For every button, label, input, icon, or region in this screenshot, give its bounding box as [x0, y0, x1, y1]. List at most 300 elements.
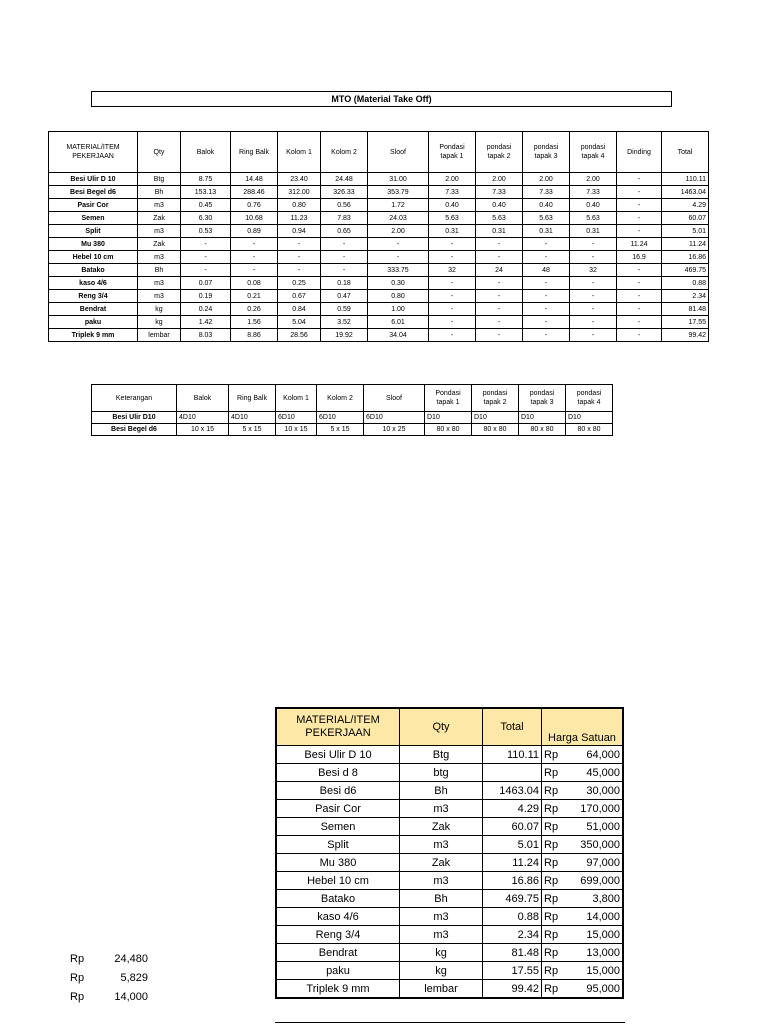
total-value: 81.48 [483, 944, 542, 962]
table-row [276, 926, 623, 944]
keterangan-header: Balok [177, 385, 229, 412]
table-cell: - [476, 277, 523, 290]
table-cell: Bh [138, 264, 181, 277]
material-name: kaso 4/6 [49, 277, 138, 290]
table-cell: - [476, 329, 523, 342]
table-cell: 1.42 [181, 316, 231, 329]
table-cell: 6D10 [364, 412, 425, 424]
table-cell: - [476, 251, 523, 264]
table-cell: - [429, 251, 476, 264]
table-row [49, 264, 709, 277]
table-cell: - [476, 316, 523, 329]
table-row [49, 212, 709, 225]
total-value: 17.55 [483, 962, 542, 980]
price-value: 95,000 [586, 982, 620, 995]
price-header: Total [483, 708, 542, 746]
table-cell: - [617, 173, 662, 186]
table-cell: 0.80 [368, 290, 429, 303]
table-row [276, 800, 623, 818]
table-cell: Zak [138, 238, 181, 251]
table-cell: - [278, 251, 321, 264]
side-value-row [70, 988, 148, 1007]
side-value: 24,480 [114, 953, 148, 965]
table-cell: - [617, 186, 662, 199]
table-row [92, 424, 613, 436]
table-cell: 0.08 [231, 277, 278, 290]
unit-price [542, 872, 624, 890]
table-cell: 7.83 [321, 212, 368, 225]
table-cell: 0.65 [321, 225, 368, 238]
mto-table [48, 131, 709, 342]
price-value: 97,000 [586, 856, 620, 869]
material-name: Besi Begel d6 [49, 186, 138, 199]
material-name: Split [276, 836, 400, 854]
table-cell: 16.9 [617, 251, 662, 264]
table-cell: 312.00 [278, 186, 321, 199]
table-cell: m3 [138, 277, 181, 290]
table-cell: - [231, 238, 278, 251]
currency-label: Rp [544, 748, 559, 761]
total-value: 11.24 [483, 854, 542, 872]
table-cell: lembar [138, 329, 181, 342]
currency-label: Rp [70, 953, 85, 965]
unit-price [542, 926, 624, 944]
table-cell: - [617, 212, 662, 225]
table-cell: 0.47 [321, 290, 368, 303]
qty-unit: m3 [400, 872, 483, 890]
table-row [49, 199, 709, 212]
side-value-row [70, 950, 148, 969]
table-cell: 5.01 [662, 225, 709, 238]
table-cell: 8.03 [181, 329, 231, 342]
currency-label: Rp [544, 946, 559, 959]
table-cell: 99.42 [662, 329, 709, 342]
table-cell: - [429, 303, 476, 316]
mto-header: Balok [181, 132, 231, 173]
table-cell: 6D10 [276, 412, 317, 424]
qty-unit: m3 [400, 836, 483, 854]
table-cell: 10 x 15 [177, 424, 229, 436]
material-name: Triplek 9 mm [49, 329, 138, 342]
table-cell: 0.21 [231, 290, 278, 303]
table-cell: 0.76 [231, 199, 278, 212]
table-cell: 7.33 [476, 186, 523, 199]
material-name: Reng 3/4 [49, 290, 138, 303]
material-name: paku [276, 962, 400, 980]
table-cell: 11.24 [662, 238, 709, 251]
table-cell: 31.00 [368, 173, 429, 186]
material-name: kaso 4/6 [276, 908, 400, 926]
table-cell: - [570, 290, 617, 303]
keterangan-header: pondasi tapak 2 [472, 385, 519, 412]
mto-header: MATERIAL/ITEM PEKERJAAN [49, 132, 138, 173]
material-name: Mu 380 [49, 238, 138, 251]
mto-header: Kolom 1 [278, 132, 321, 173]
table-cell: 0.24 [181, 303, 231, 316]
material-name: Reng 3/4 [276, 926, 400, 944]
table-cell: 0.40 [523, 199, 570, 212]
table-cell: 5.63 [476, 212, 523, 225]
table-cell: - [617, 316, 662, 329]
material-name: Besi d6 [276, 782, 400, 800]
qty-unit: m3 [400, 908, 483, 926]
material-name: Triplek 9 mm [276, 980, 400, 999]
material-name: Split [49, 225, 138, 238]
mto-header: Dinding [617, 132, 662, 173]
table-cell: 0.94 [278, 225, 321, 238]
table-cell: 0.67 [278, 290, 321, 303]
material-name: Batako [276, 890, 400, 908]
unit-price [542, 818, 624, 836]
table-cell: - [617, 329, 662, 342]
keterangan-header: pondasi tapak 3 [519, 385, 566, 412]
table-cell: - [570, 329, 617, 342]
table-cell: - [617, 264, 662, 277]
table-cell: 4D10 [229, 412, 276, 424]
table-cell: - [476, 290, 523, 303]
currency-label: Rp [544, 802, 559, 815]
table-cell: 0.07 [181, 277, 231, 290]
table-cell: 2.00 [476, 173, 523, 186]
material-name: Hebel 10 cm [49, 251, 138, 264]
table-cell: 10.68 [231, 212, 278, 225]
mto-header: Sloof [368, 132, 429, 173]
material-name: Bendrat [49, 303, 138, 316]
price-header: Qty [400, 708, 483, 746]
currency-label: Rp [544, 820, 559, 833]
table-cell: 5 x 15 [229, 424, 276, 436]
table-cell: 153.13 [181, 186, 231, 199]
qty-unit: Btg [400, 746, 483, 764]
table-cell: 0.84 [278, 303, 321, 316]
table-cell: 8.86 [231, 329, 278, 342]
unit-price [542, 782, 624, 800]
table-cell: - [231, 264, 278, 277]
qty-unit: btg [400, 764, 483, 782]
table-cell: 1.72 [368, 199, 429, 212]
table-cell: 1.00 [368, 303, 429, 316]
price-value: 15,000 [586, 928, 620, 941]
table-cell: 0.31 [570, 225, 617, 238]
table-cell: 6D10 [317, 412, 364, 424]
table-row [276, 836, 623, 854]
unit-price [542, 800, 624, 818]
table-cell: 7.33 [523, 186, 570, 199]
unit-price [542, 962, 624, 980]
currency-label: Rp [544, 856, 559, 869]
table-cell: 288.46 [231, 186, 278, 199]
table-row [49, 173, 709, 186]
table-cell: 5.63 [523, 212, 570, 225]
table-cell: 24.03 [368, 212, 429, 225]
divider [275, 1022, 625, 1023]
unit-price [542, 746, 624, 764]
table-cell: 80 x 80 [472, 424, 519, 436]
table-cell: 24 [476, 264, 523, 277]
table-cell: 0.31 [429, 225, 476, 238]
table-cell: D10 [425, 412, 472, 424]
table-row [49, 329, 709, 342]
table-row [276, 980, 623, 999]
unit-price [542, 944, 624, 962]
table-cell: 3.52 [321, 316, 368, 329]
keterangan-header: Ring Balk [229, 385, 276, 412]
table-cell: - [429, 277, 476, 290]
table-cell: 0.19 [181, 290, 231, 303]
table-cell: 469.75 [662, 264, 709, 277]
table-cell: 0.89 [231, 225, 278, 238]
table-cell: 0.88 [662, 277, 709, 290]
unit-price [542, 908, 624, 926]
table-cell: 14.48 [231, 173, 278, 186]
table-cell: - [181, 251, 231, 264]
table-cell: 0.59 [321, 303, 368, 316]
table-row [276, 944, 623, 962]
qty-unit: lembar [400, 980, 483, 999]
table-cell: 5.63 [429, 212, 476, 225]
table-row [276, 962, 623, 980]
side-value: 14,000 [114, 991, 148, 1003]
table-cell: m3 [138, 251, 181, 264]
table-cell: 0.31 [523, 225, 570, 238]
table-cell: - [429, 290, 476, 303]
mto-header: Qty [138, 132, 181, 173]
qty-unit: Bh [400, 782, 483, 800]
table-cell: - [181, 264, 231, 277]
table-cell: 5.63 [570, 212, 617, 225]
currency-label: Rp [544, 784, 559, 797]
mto-header: pondasi tapak 2 [476, 132, 523, 173]
material-name: Bendrat [276, 944, 400, 962]
table-cell: D10 [566, 412, 613, 424]
price-value: 15,000 [586, 964, 620, 977]
mto-header: Total [662, 132, 709, 173]
table-cell: - [617, 303, 662, 316]
table-cell: 80 x 80 [566, 424, 613, 436]
table-cell: Zak [138, 212, 181, 225]
mto-header: pondasi tapak 4 [570, 132, 617, 173]
table-cell: 10 x 15 [276, 424, 317, 436]
table-row [49, 225, 709, 238]
table-row [49, 251, 709, 264]
table-cell: - [278, 238, 321, 251]
table-cell: 60.07 [662, 212, 709, 225]
table-cell: 6.30 [181, 212, 231, 225]
qty-unit: Zak [400, 854, 483, 872]
table-cell: 32 [429, 264, 476, 277]
table-cell: - [570, 316, 617, 329]
table-cell: - [617, 225, 662, 238]
total-value [483, 764, 542, 782]
table-cell: - [231, 251, 278, 264]
table-cell: - [429, 316, 476, 329]
material-name: Batako [49, 264, 138, 277]
table-cell: 0.26 [231, 303, 278, 316]
table-cell: 0.30 [368, 277, 429, 290]
table-cell: 5.04 [278, 316, 321, 329]
price-value: 350,000 [580, 838, 620, 851]
table-cell: - [570, 238, 617, 251]
price-value: 14,000 [586, 910, 620, 923]
qty-unit: kg [400, 962, 483, 980]
table-cell: kg [138, 303, 181, 316]
table-cell: 0.40 [476, 199, 523, 212]
table-cell: 0.80 [278, 199, 321, 212]
table-row [49, 303, 709, 316]
table-cell: 48 [523, 264, 570, 277]
qty-unit: Bh [400, 890, 483, 908]
material-name: Semen [276, 818, 400, 836]
table-cell: 0.56 [321, 199, 368, 212]
total-value: 5.01 [483, 836, 542, 854]
table-row [276, 782, 623, 800]
table-cell: 16.86 [662, 251, 709, 264]
table-cell: - [476, 303, 523, 316]
table-cell: - [570, 303, 617, 316]
total-value: 4.29 [483, 800, 542, 818]
table-cell: - [523, 329, 570, 342]
keterangan-header: Kolom 1 [276, 385, 317, 412]
table-cell: 23.40 [278, 173, 321, 186]
table-row [276, 908, 623, 926]
table-cell: 8.75 [181, 173, 231, 186]
currency-label: Rp [544, 838, 559, 851]
material-name: Pasir Cor [276, 800, 400, 818]
table-row [49, 277, 709, 290]
price-value: 45,000 [586, 766, 620, 779]
currency-label: Rp [544, 982, 559, 995]
table-cell: 0.53 [181, 225, 231, 238]
table-cell: m3 [138, 290, 181, 303]
price-value: 3,800 [592, 892, 620, 905]
table-cell: 5 x 15 [317, 424, 364, 436]
table-row [49, 316, 709, 329]
keterangan-item: Besi Begel d6 [92, 424, 177, 436]
currency-label: Rp [544, 928, 559, 941]
total-value: 99.42 [483, 980, 542, 999]
material-name: Besi Ulir D 10 [276, 746, 400, 764]
page-title: MTO (Material Take Off) [91, 91, 672, 107]
table-cell: Btg [138, 173, 181, 186]
qty-unit: Zak [400, 818, 483, 836]
table-cell: 28.56 [278, 329, 321, 342]
keterangan-header: pondasi tapak 4 [566, 385, 613, 412]
table-cell: 6.01 [368, 316, 429, 329]
side-value: 5,829 [120, 972, 148, 984]
side-values [70, 950, 148, 1007]
table-cell: 2.00 [368, 225, 429, 238]
table-cell: - [321, 238, 368, 251]
table-row [276, 854, 623, 872]
currency-label: Rp [70, 972, 85, 984]
table-cell: 24.48 [321, 173, 368, 186]
total-value: 60.07 [483, 818, 542, 836]
table-row [276, 764, 623, 782]
total-value: 2.34 [483, 926, 542, 944]
price-value: 64,000 [586, 748, 620, 761]
price-value: 13,000 [586, 946, 620, 959]
table-cell: 2.00 [523, 173, 570, 186]
table-cell: - [321, 251, 368, 264]
price-header: MATERIAL/ITEM PEKERJAAN [276, 708, 400, 746]
total-value: 469.75 [483, 890, 542, 908]
table-cell: 4.29 [662, 199, 709, 212]
keterangan-header: Keterangan [92, 385, 177, 412]
currency-label: Rp [544, 766, 559, 779]
table-cell: 80 x 80 [425, 424, 472, 436]
table-cell: - [523, 238, 570, 251]
table-row [49, 238, 709, 251]
price-header: Harga Satuan [542, 708, 624, 746]
currency-label: Rp [70, 991, 85, 1003]
table-cell: 11.24 [617, 238, 662, 251]
table-row [276, 818, 623, 836]
qty-unit: m3 [400, 800, 483, 818]
table-cell: 11.23 [278, 212, 321, 225]
currency-label: Rp [544, 892, 559, 905]
material-name: Semen [49, 212, 138, 225]
table-cell: 1.56 [231, 316, 278, 329]
table-cell: 4D10 [177, 412, 229, 424]
table-cell: - [523, 290, 570, 303]
table-cell: 2.34 [662, 290, 709, 303]
table-cell: 17.55 [662, 316, 709, 329]
price-value: 51,000 [586, 820, 620, 833]
table-cell: - [181, 238, 231, 251]
table-cell: 34.04 [368, 329, 429, 342]
table-cell: 32 [570, 264, 617, 277]
table-cell: - [321, 264, 368, 277]
table-cell: - [523, 277, 570, 290]
table-cell: 7.33 [570, 186, 617, 199]
table-cell: - [570, 277, 617, 290]
table-row [276, 890, 623, 908]
table-cell: 0.40 [570, 199, 617, 212]
table-cell: m3 [138, 199, 181, 212]
table-cell: 80 x 80 [519, 424, 566, 436]
table-cell: - [278, 264, 321, 277]
table-cell: 2.00 [429, 173, 476, 186]
table-cell: 0.45 [181, 199, 231, 212]
table-cell: - [523, 316, 570, 329]
total-value: 1463.04 [483, 782, 542, 800]
table-cell: D10 [472, 412, 519, 424]
unit-price [542, 764, 624, 782]
material-name: paku [49, 316, 138, 329]
keterangan-header: Sloof [364, 385, 425, 412]
table-cell: 353.79 [368, 186, 429, 199]
unit-price [542, 980, 624, 999]
table-cell: - [368, 251, 429, 264]
table-row [276, 746, 623, 764]
material-name: Besi Ulir D 10 [49, 173, 138, 186]
table-cell: - [617, 277, 662, 290]
table-cell: - [523, 251, 570, 264]
mto-header: Ring Balk [231, 132, 278, 173]
table-row [49, 290, 709, 303]
table-cell: 0.18 [321, 277, 368, 290]
material-name: Pasir Cor [49, 199, 138, 212]
currency-label: Rp [544, 874, 559, 887]
table-row [276, 872, 623, 890]
table-cell: 7.33 [429, 186, 476, 199]
keterangan-header: Pondasi tapak 1 [425, 385, 472, 412]
unit-price [542, 854, 624, 872]
table-cell: - [570, 251, 617, 264]
table-cell: - [476, 238, 523, 251]
currency-label: Rp [544, 964, 559, 977]
unit-price [542, 890, 624, 908]
